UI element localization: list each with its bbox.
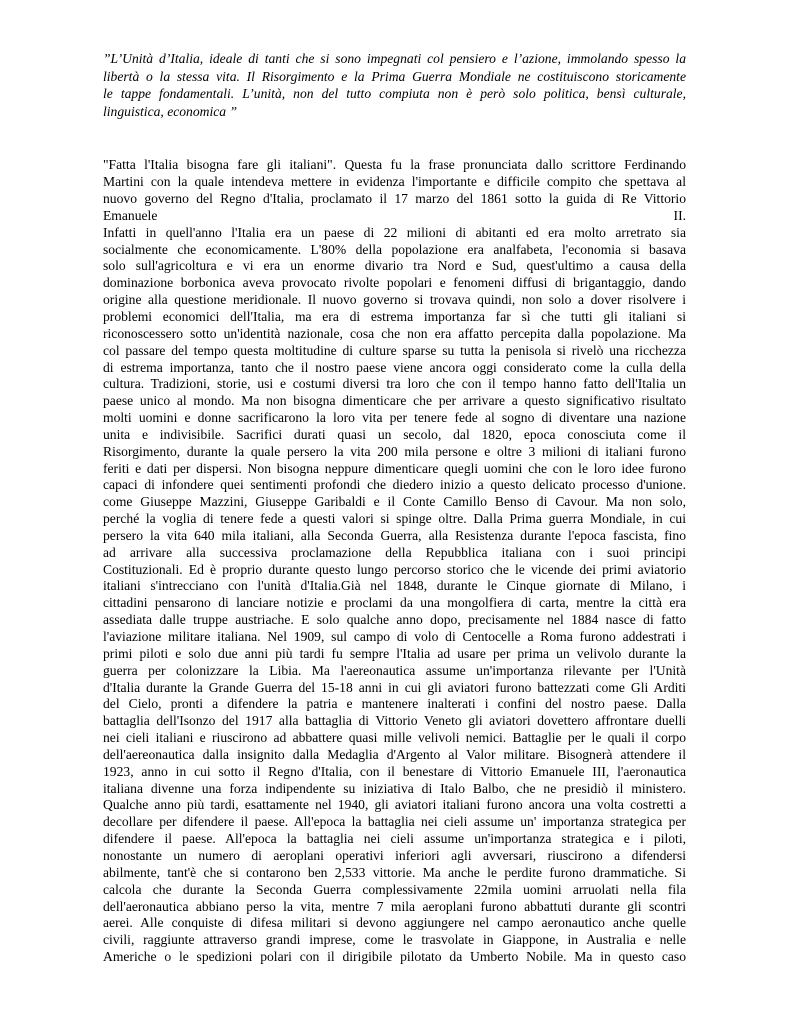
body-line: molti uomini e donne sacrificarono la loro vita per tenere fede al sogno di diventare una nazione [103,410,686,426]
body-line: italiani s'intrecciano con l'unità d'Italia.Già nel 1848, durante le Cinque giornate di Milano, i [103,578,686,594]
body-line: aerei. Alle conquiste di difesa militari si devono aggiungere nel campo aeronautico anche quelle [103,915,686,931]
body-line-right: II. [673,207,686,223]
body-line: dominazione borbonica aveva provocato rivolte popolari e fenomeni diffusi di brigantaggio, dando [103,275,686,291]
body-line: nei cieli italiani e riuscirono ad abbattere quasi mille velivoli nemici. Battaglie per le quali il corpo [103,730,686,746]
body-line-split [103,208,686,225]
body-line: riconoscessero sotto un'identità nazionale, cosa che non era affatto percepita dalla popolazione. Ma [103,325,686,341]
body-line-left: Emanuele [103,207,158,223]
body-line: battaglia dell'Isonzo del 1917 alla battaglia di Vittorio Veneto gli aviatori dovettero affrontare duelli [103,713,686,729]
body-line: cittadini pensarono di lanciare notizie e proclami da una mongolfiera di carta, mentre la città era [103,595,686,611]
body-line: 1923, anno in cui sotto il Regno d'Italia, con il benestare di Vittorio Emanuele III, l'aeronautica [103,763,686,779]
body-line: "Fatta l'Italia bisogna fare gli italiani". Questa fu la frase pronunciata dallo scrittore Ferdinando [103,157,686,173]
body-line: problemi economici dell'Italia, ma era di estrema importanza far sì che tutti gli italiani si [103,308,686,324]
quote-line: ”L’Unità d’Italia, ideale di tanti che si sono impegnati col pensiero e l’azione, immolando spesso la [103,51,686,66]
body-line: Infatti in quell'anno l'Italia era un paese di 22 milioni di abitanti ed era molto arretrato sia [103,224,686,240]
body-line: unita e indivisibile. Sacrifici durati quasi un secolo, dal 1820, epoca conosciuta come il [103,426,686,442]
body-line: primi piloti e solo due anni più tardi fu sempre l'Italia ad usare per prima un velivolo durante la [103,645,686,661]
body-line: del Cielo, pronti a difendere la patria e mantenere inalterati i confini del nostro paese. Dalla [103,696,686,712]
body-line: nuovo governo del Regno d'Italia, proclamato il 17 marzo del 1861 sotto la guida di Re Vittorio [103,191,686,207]
quote-line: libertà o la stessa vita. Il Risorgimento e la Prima Guerra Mondiale ne costituiscono storicamente [103,68,686,84]
body-line: paese unico al mondo. Ma non bisogna dimenticare che per arrivare a questo significativo risultato [103,393,686,409]
body-text [103,157,686,966]
body-line: Americhe o le spedizioni polari con il dirigibile pilotato da Umberto Nobile. Ma in questo caso [103,949,686,965]
body-line: socialmente che economicamente. L'80% della popolazione era analfabeta, l'economia si basava [103,241,686,257]
body-line: d'Italia durante la Grande Guerra del 15-18 anni in cui gli aviatori furono battezzati come Gli Arditi [103,679,686,695]
body-line: guerra per colonizzare la Libia. Ma l'aereonautica assume un'importanza rilevante per l'Unità [103,662,686,678]
body-line: dell'aereonautica dalla insignito dalla Medaglia d'Argento al Valor militare. Bisognerà attendere il [103,746,686,762]
quote-line: le tappe fondamentali. L’unità, non del tutto compiuta non è però solo politica, bensì culturale, [103,86,686,102]
document-page [103,50,686,966]
quote-line: linguistica, economica ” [103,103,238,119]
body-line: ad arrivare alla successiva proclamazione della Repubblica italiana con i suoi principi [103,544,686,560]
body-line: italiana divenne una forza indipendente su iniziativa di Italo Balbo, che ne presidiò il ministero. [103,780,686,796]
body-line: decollare per difendere il paese. All'epoca la battaglia nei cieli assume un' importanza strategica per [103,814,686,830]
body-line: perché la voglia di tenere fede a questi valori si spinge oltre. Dalla Prima guerra Mondiale, in cui [103,511,686,527]
body-line: cultura. Tradizioni, storie, usi e costumi diversi tra loro che con il tempo hanno fatto dell'Italia un [103,376,686,392]
body-line: Martini con la quale intendeva mettere in evidenza l'importante e difficile compito che spettava al [103,174,686,190]
body-line: civili, raggiunte attraverso grandi imprese, come le trasvolate in Giappone, in Australia e nelle [103,932,686,948]
body-line: abilmente, tant'è che si contarono ben 2,533 vittorie. Ma anche le perdite furono drammatiche. Si [103,864,686,880]
body-line: capaci di infondere quei sentimenti profondi che diedero inizio a questo delicato processo d'unione. [103,477,686,493]
body-line: calcola che durante la Seconda Guerra complessivamente 22mila uomini arruolati nella fila [103,881,686,897]
epigraph-quote [103,50,686,120]
body-line: col passare del tempo questa moltitudine di culture sparse su tutta la penisola si rivelò una ricchezza [103,342,686,358]
body-line: Risorgimento, durante la quale persero la vita 200 mila persone e oltre 3 milioni di italiani furono [103,443,686,459]
body-line: difendere il paese. All'epoca la battaglia nei cieli assume un'importanza strategica e i piloti, [103,831,686,847]
body-line: l'aviazione militare italiana. Nel 1909, sul campo di volo di Centocelle a Roma furono addestrati i [103,629,686,644]
body-line: feriti e dati per dispersi. Non bisogna neppure dimenticare quegli uomini che con le loro idee furono [103,460,686,476]
body-line: Costituzionali. Ed è proprio durante questo lungo percorso storico che le vicende dei primi aviatorio [103,561,686,577]
body-line: come Giuseppe Mazzini, Giuseppe Garibaldi e il Conte Camillo Benso di Cavour. Ma non solo, [103,494,686,510]
body-line: persero la vita 640 mila italiani, alla Seconda Guerra, alla Resistenza durante l'epoca fascista, fino [103,527,686,543]
body-line: di estrema importanza, tanto che il nostro paese viene ancora oggi considerato come la culla della [103,359,686,375]
body-paragraph [103,225,686,966]
body-line: assediata dalle truppe austriache. E solo qualche anno dopo, precisamente nel 1884 nasce di fatto [103,612,686,628]
body-line: Qualche anno più tardi, esattamente nel 1940, gli aviatori italiani furono ancora una volta costretti a [103,797,686,813]
body-line: origine alla questione meridionale. Il nuovo governo si trovava quindi, non solo a dover risolvere i [103,292,686,308]
body-line: solo sull'agricoltura e vi era un enorme divario tra Nord e Sud, quest'ultimo a causa della [103,258,686,274]
body-line: dell'aeronautica abbiano perso la vita, mentre 7 mila aeroplani furono abbattuti durante gli scontri [103,898,686,914]
body-line: nonostante un numero di aeroplani operativi inferiori agli avversari, riuscirono a difendersi [103,847,686,863]
